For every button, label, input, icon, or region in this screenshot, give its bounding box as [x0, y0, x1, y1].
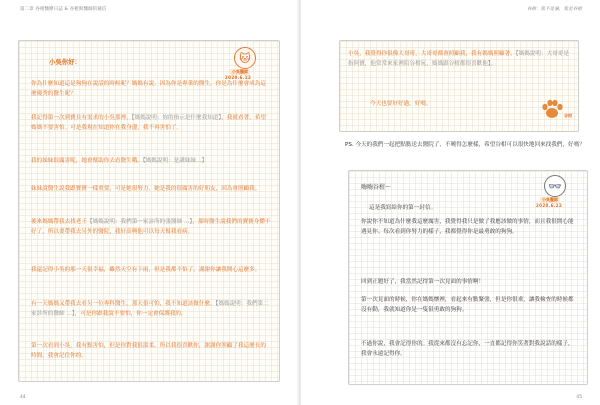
doctor-avatar-icon: 👓	[544, 175, 566, 197]
letter-paragraph-7: 有一天媽媽又帶我去看另一位專科醫生，那天很可怕，我不知道該做什麼。【媽媽說明：我們第二家診所的醫師 …】，可是你跟我說不要怕，你一定會保護我的。	[31, 301, 269, 318]
page-number-right: 45	[576, 395, 582, 400]
paw-caption: 谷柑	[564, 113, 572, 118]
letter-paragraph-1: 你為什麼知道這是狗狗在說話的時候呢？媽媽有說，因為你是專業的醫生，你是為什麼會成為這麼優秀的醫生呢？	[31, 81, 266, 98]
parent-note: 【媽媽說明：是講妹妹…】	[142, 158, 208, 164]
letter-paragraph-5: 後來媽媽帶我去找老王【媽媽說明：我們第一家診所的張醫師 …】，那時醫生說我們的寶寶身體不好了，所以要帶我去另外的醫院，我好高興他可以每天幫我看病。	[31, 219, 271, 236]
letter-card-right-top	[339, 40, 579, 132]
parent-note: 【媽媽說明：大哥哥是指阿寶，他常常來家裡陪谷柑玩，媽媽跟谷柑都很喜歡他】	[348, 51, 569, 68]
paw-print-icon	[540, 99, 564, 119]
postscript: PS. 今天的我們一起把點點送去醫院了，不曉得怎麼樣，希望谷柑可以很快地回來找我們，好嗎？	[345, 142, 585, 148]
letter-paragraph-8: 第一次看到小吳，我有點害怕，但是你對我很溫柔，所以我很喜歡你，謝謝你照顧了我這麼長的時間，我會記住你的。	[31, 343, 266, 360]
parent-note: 【媽媽說明：妳的指示是什麼我知道】	[131, 115, 222, 121]
letter-salutation: 小吳你好：	[49, 58, 81, 66]
reply-paragraph-3: 回到正題好了，我當然記得第一次見面的事情啊！	[361, 279, 485, 285]
parent-note: 【媽媽說明：我們第一家診所的張醫師 …】	[86, 219, 193, 225]
top-letter-paragraph-2: 今天也要好好過，好嗎。	[370, 101, 432, 107]
reply-date: 2020.6.22	[536, 203, 563, 208]
running-head-right: 谷柑：我不是貓，我是谷柑	[526, 7, 582, 12]
page-number-left: 44	[20, 395, 26, 400]
avatar-label: 小吳醫師	[232, 69, 248, 74]
reply-letter-card	[348, 170, 588, 385]
reply-paragraph-4: 第一次見面的時候，你在媽媽懷裡，看起來有點緊張，但是你很乖，讓我檢查的時候都沒有動，我就知道你是一隻很勇敢的狗狗。	[361, 297, 574, 314]
reply-paragraph-2: 你說你不知道為什麼我這麼厲害，我覺得我只是做了我應該做的事情，而且我很開心能遇見你。每次看到你努力的樣子，我都覺得你是最勇敢的狗狗。	[361, 219, 574, 236]
letter-paragraph-6: 我還記得小吳的那一天很幸福，雖然天空有下雨，但是我都不怕了，謝謝你讓我開心這麼多。	[31, 267, 261, 273]
reply-paragraph-1: 這是我寫給你的第一封信。	[369, 205, 437, 211]
parent-note: 【媽媽說明：我們第二家診所的醫師 …】	[31, 301, 269, 318]
right-page	[301, 0, 600, 405]
letter-date: 2020.6.12	[225, 75, 252, 80]
letter-paragraph-4: 妹妹說醫生說我跟寶寶一樣重要，可是她很努力，她是我的很厲害的好朋友，因為會照顧我。	[31, 186, 261, 192]
top-letter-paragraph-1: 小吳，我覺得你很像大哥哥，大哥哥都會照顧我，我有媽媽照顧著，【媽媽說明：大哥哥是指阿寶，他常常來家裡陪谷柑玩，媽媽跟谷柑都很喜歡他】。	[348, 51, 569, 68]
letter-paragraph-3: 我的妹妹很厲害呢，她會幫助你去看醫生哦。【媽媽說明：是講妹妹…】	[31, 158, 208, 164]
letter-card-left	[18, 40, 280, 382]
reply-paragraph-5: 不過你說，我會記得你的。我從來都沒有忘記你，一直都記得你笑著對我說話的樣子，我會永遠記得你。	[361, 341, 574, 358]
running-head-left: 第二章 谷柑醫療日誌 & 谷柑與醫師的通信	[20, 7, 107, 12]
reply-salutation: 嗨嗨谷柑～	[361, 184, 392, 191]
cat-avatar-icon: 🐱	[234, 47, 256, 69]
reply-avatar-label: 小吳醫師	[542, 197, 558, 202]
letter-paragraph-2: 我記得第一次到寶貝有需求的小吳那裡，【媽媽說明：妳的指示是什麼我知道】，我就看著，希望媽媽不要害怕。可是我現在知道你在我身邊，我不再害怕了。	[31, 115, 266, 132]
left-page	[0, 0, 299, 405]
